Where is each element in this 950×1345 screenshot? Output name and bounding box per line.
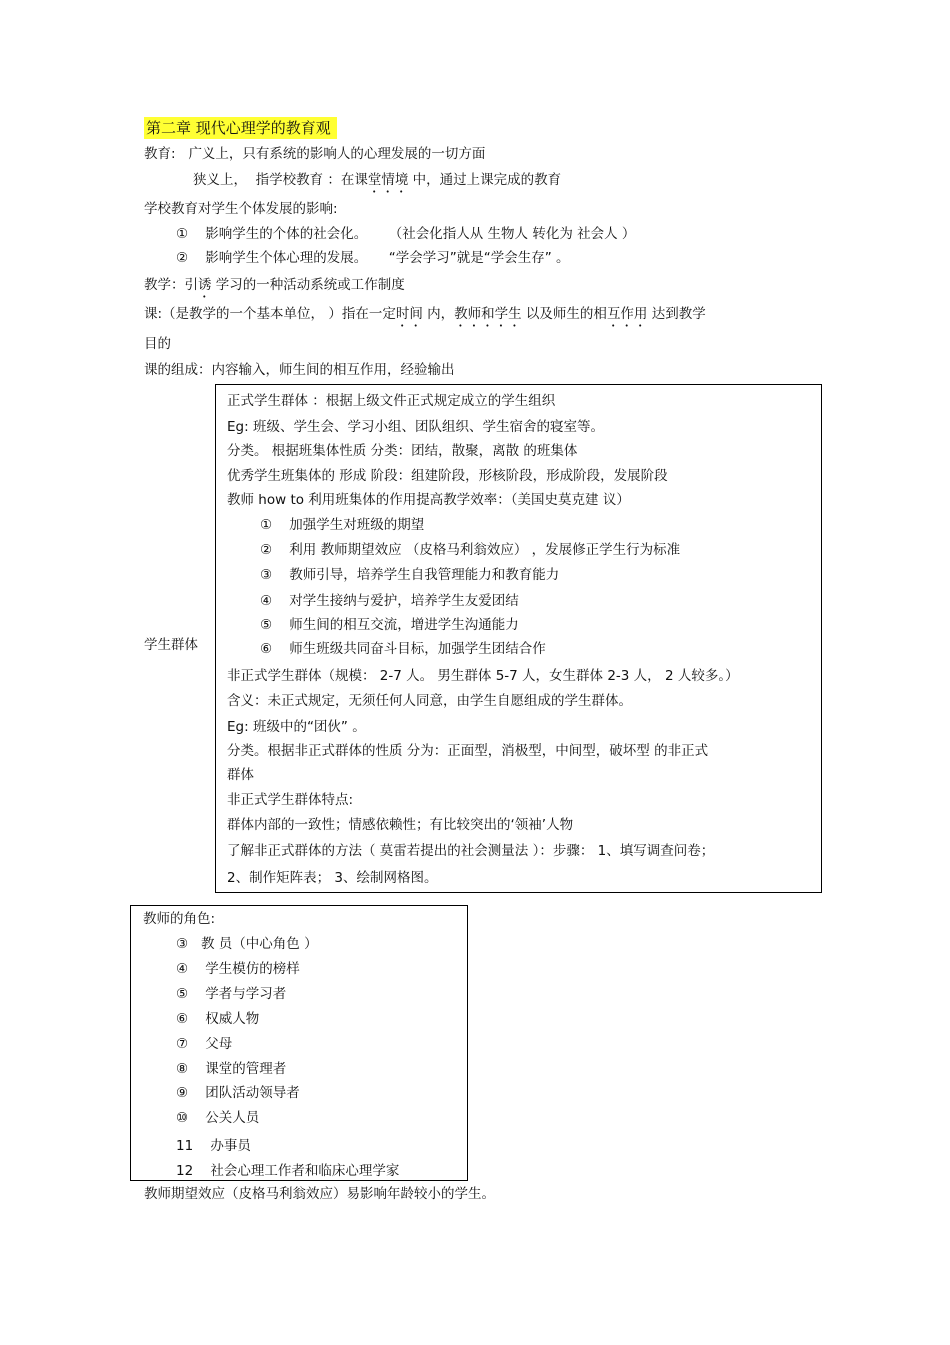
formal-group-line: 正式学生群体 ：根据上级文件正式规定成立的学生组织 (227, 393, 556, 409)
class-effect-item: ② 利用 教师期望效应 （皮格马利翁效应） ，发展修正学生行为标准 (260, 542, 681, 558)
formal-group-line: Eg: 班级、学生会、学习小组、团队组织、学生宿舍的寝室等。 (227, 419, 604, 435)
teacher-role-item: ⑨ 团队活动领导者 (176, 1085, 300, 1101)
education-broad: 教育: 广义上，只有系统的影响人的心理发展的一切方面 (144, 146, 486, 162)
formal-group-line: 教师 how to 利用班集体的作用提高教学效率：（美国史莫克建 议） (227, 492, 630, 508)
chapter-title: 第二章 现代心理学的教育观 (144, 117, 337, 139)
teacher-role-item: ⑩ 公关人员 (176, 1110, 260, 1126)
teacher-role-item: 12 社会心理工作者和临床心理学家 (176, 1163, 400, 1179)
lesson-parts: 课的组成：内容输入，师生间的相互作用，经验输出 (144, 362, 455, 378)
impact-item-2: ② 影响学生个体心理的发展。 “学会学习”就是“学会生存” 。 (176, 250, 570, 266)
lesson-definition-cont: 目的 (144, 336, 171, 352)
teacher-role-item: ⑤ 学者与学习者 (176, 986, 287, 1002)
informal-group-line: 了解非正式群体的方法（ 莫雷若提出的社会测量法 ）：步骤： 1、填写调查问卷； (227, 843, 715, 859)
formal-group-line: 分类。 根据班集体性质 分类：团结，散聚，离散 的班集体 (227, 443, 578, 459)
informal-group-line: 非正式学生群体特点: (227, 792, 354, 808)
teacher-role-item: ⑦ 父母 (176, 1036, 233, 1052)
teacher-role-item: 11 办事员 (176, 1138, 251, 1154)
class-effect-item: ⑤ 师生间的相互交流，增进学生沟通能力 (260, 617, 519, 633)
informal-group-line: 2、制作矩阵表； 3、绘制网格图。 (227, 870, 438, 886)
class-effect-item: ⑥ 师生班级共同奋斗目标，加强学生团结合作 (260, 641, 546, 657)
formal-group-line: 优秀学生班集体的 形成 阶段：组建阶段，形核阶段，形成阶段，发展阶段 (227, 468, 668, 484)
class-effect-item: ① 加强学生对班级的期望 (260, 517, 425, 533)
informal-group-line: 分类。根据非正式群体的性质 分为：正面型，消极型，中间型，破坏型 的非正式 (227, 743, 709, 759)
teacher-role-item: ⑧ 课堂的管理者 (176, 1061, 287, 1077)
teacher-role-item: ④ 学生模仿的榜样 (176, 961, 300, 977)
expectation-effect-note: 教师期望效应（皮格马利翁效应）易影响年龄较小的学生。 (144, 1186, 495, 1202)
teacher-role-item: ⑥ 权威人物 (176, 1011, 260, 1027)
class-effect-item: ③ 教师引导，培养学生自我管理能力和教育能力 (260, 567, 560, 583)
impact-item-1: ① 影响学生的个体的社会化。 （社会化指人从 生物人 转化为 社会人 ） (176, 226, 636, 242)
informal-group-line: 群体 (227, 767, 254, 783)
informal-group-line: Eg: 班级中的“团伙” 。 (227, 719, 366, 735)
informal-group-line: 含义：未正式规定，无须任何人同意，由学生自愿组成的学生群体。 (227, 693, 632, 709)
class-effect-item: ④ 对学生接纳与爱护，培养学生友爱团结 (260, 593, 519, 609)
student-group-label: 学生群体 (144, 637, 198, 653)
lesson-definition: 课:（是教学的一个基本单位， ）指在一定时间 内，教师和学生 以及师生的相互作用 达到教学 (144, 306, 706, 322)
teacher-role-item: ③ 教 员（中心角色 ） (176, 936, 318, 952)
teacher-role-heading: 教师的角色: (143, 911, 216, 927)
informal-group-line: 群体内部的一致性；情感依赖性；有比较突出的‘领袖’人物 (227, 817, 574, 833)
education-narrow: 狭义上， 指学校教育 ：在课堂情境 中，通过上课完成的教育 (193, 172, 562, 188)
teaching-definition: 教学：引诱 学习的一种活动系统或工作制度 (144, 277, 405, 293)
informal-group-line: 非正式学生群体（规模： 2-7 人。 男生群体 5-7 人，女生群体 2-3 人， 2 人较多。） (227, 668, 739, 684)
impact-heading: 学校教育对学生个体发展的影响: (144, 201, 338, 217)
